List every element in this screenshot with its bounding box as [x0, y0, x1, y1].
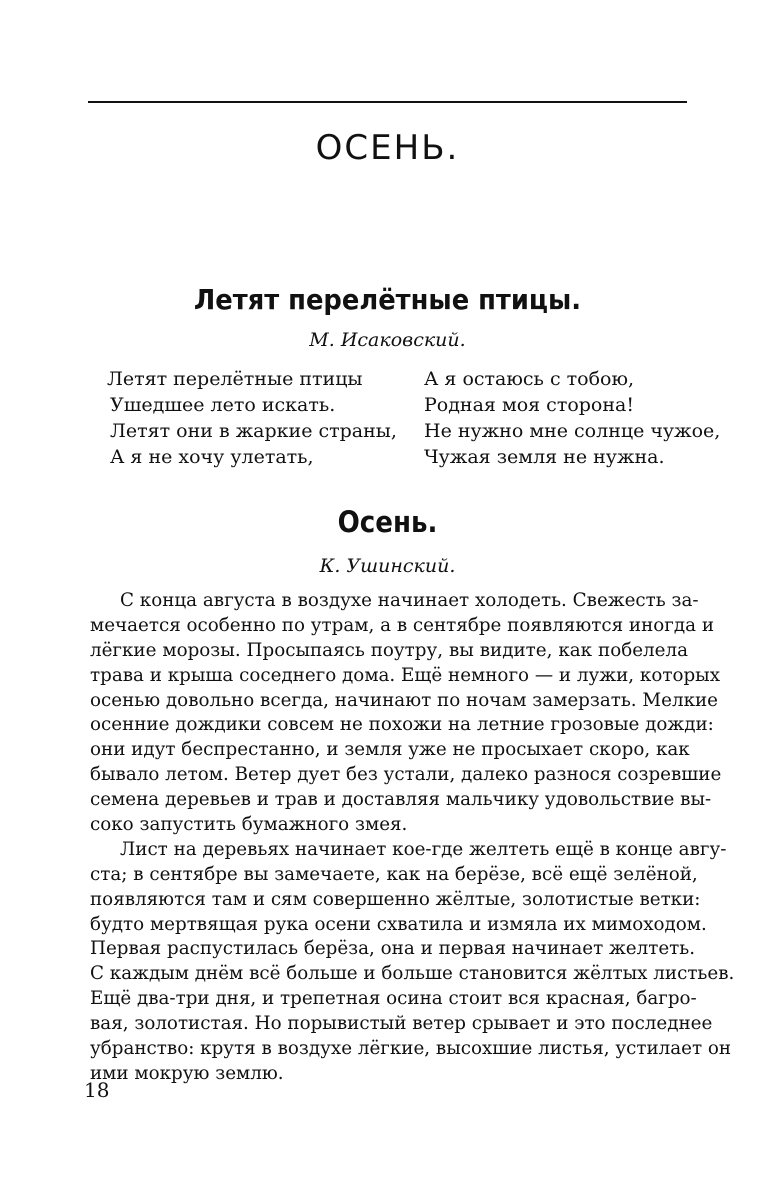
poem-line: Ушедшее лето искать.	[110, 394, 336, 416]
text-line: они идут беспрестанно, и земля уже не просыхает скоро, как	[90, 739, 690, 761]
poem-line: А я остаюсь с тобою,	[424, 368, 635, 390]
text-line: бывало летом. Ветер дует без устали, далеко разнося созревшие	[90, 764, 722, 786]
poem-right-stanza	[424, 366, 720, 470]
text-line: Ещё два-три дня, и трепетная осина стоит вся красная, багро-	[90, 988, 697, 1010]
text-line: будто мертвящая рука осени схватила и измяла их мимоходом.	[90, 913, 707, 935]
poem-line: Летят они в жаркие страны,	[110, 420, 397, 442]
poem-line: Не нужно мне солнце чужое,	[424, 420, 721, 442]
text-line: Лист на деревьях начинает кое-где желтеть ещё в конце авгу-	[120, 838, 727, 860]
text-line: лёгкие морозы. Просыпаясь поутру, вы видите, как побелела	[90, 639, 688, 661]
text-line: мечается особенно по утрам, а в сентябре появляются иногда и	[90, 614, 715, 636]
text-line: трава и крыша соседнего дома. Ещё немного — и лужи, которых	[90, 664, 721, 686]
text-line: Первая распустилась берёза, она и первая начинает желтеть.	[90, 938, 696, 960]
text-line: появляются там и сям совершенно жёлтые, золотистые ветки:	[90, 888, 701, 910]
poem-line: Летят перелётные птицы	[107, 368, 363, 390]
text-line: осенью довольно всегда, начинают по ночам замерзать. Мелкие	[90, 689, 718, 711]
text-line: вая, золотистая. Но порывистый ветер срывает и это последнее	[90, 1013, 713, 1035]
section-title: ОСЕНЬ.	[315, 128, 460, 168]
poem-line: А я не хочу улетать,	[110, 446, 314, 468]
text-line: С конца августа в воздухе начинает холодеть. Свежесть за-	[120, 590, 699, 611]
text-line: ста; в сентябре вы замечаете, как на берёзе, всё ещё зелёной,	[90, 863, 698, 885]
text-line: соко запустить бумажного змея.	[90, 814, 408, 836]
top-rule	[88, 101, 687, 103]
text-line: убранство: крутя в воздухе лёгкие, высохшие листья, устилает он	[90, 1038, 732, 1060]
text-line: семена деревьев и трав и доставляя мальчику удовольствие вы-	[90, 789, 712, 811]
poem-title: Летят перелётные птицы.	[193, 283, 582, 316]
text-line: ими мокрую землю.	[90, 1062, 284, 1084]
text-line: осенние дождики совсем не похожи на летние грозовые дожди:	[90, 714, 714, 736]
text-line: С каждым днём всё больше и больше становится жёлтых листьев.	[90, 963, 735, 985]
story-author: К. Ушинский.	[319, 555, 456, 577]
poem-line: Родная моя сторона!	[424, 394, 635, 416]
poem-author: М. Исаковский.	[309, 329, 466, 351]
story-title: Осень.	[337, 505, 438, 539]
story-text	[90, 589, 735, 1087]
poem-line: Чужая земля не нужна.	[424, 446, 665, 468]
poem-left-stanza	[107, 366, 397, 470]
page-number: 18	[84, 1078, 110, 1102]
